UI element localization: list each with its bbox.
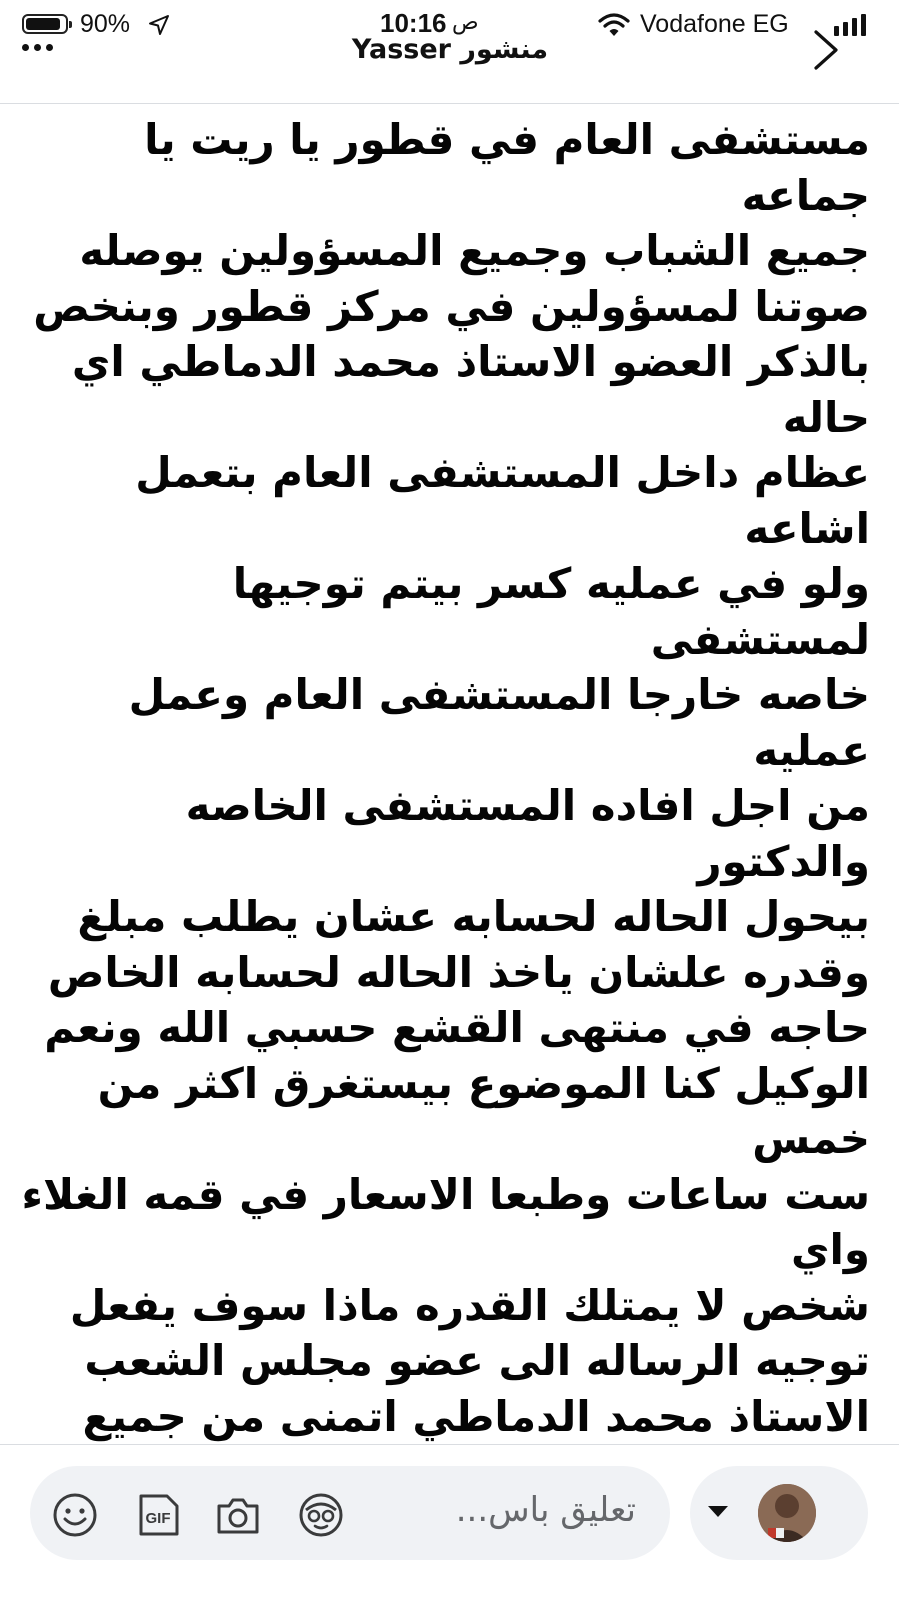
post-line: توجيه الرساله الى عضو مجلس الشعب bbox=[84, 1336, 870, 1385]
post-text bbox=[20, 112, 870, 1442]
post-line: ولو في عمليه كسر بيتم توجيها لمستشفى bbox=[232, 559, 870, 664]
location-arrow-icon bbox=[148, 14, 170, 36]
post-line: حاجه في منتهى القشع حسبي الله ونعم bbox=[44, 1003, 870, 1052]
avatar bbox=[758, 1484, 816, 1542]
battery-percent: 90% bbox=[80, 10, 131, 38]
caret-down-icon bbox=[708, 1506, 728, 1517]
emoji-icon[interactable] bbox=[52, 1492, 98, 1538]
post-line: خاصه خارجا المستشفى العام وعمل عمليه bbox=[128, 670, 870, 775]
post-line: وقدره علشان ياخذ الحاله لحسابه الخاص bbox=[47, 947, 870, 997]
signal-dots-icon bbox=[22, 44, 53, 51]
post-line: من اجل افاده المستشفى الخاصه والدكتور bbox=[185, 781, 870, 886]
commenter-selector[interactable] bbox=[690, 1466, 868, 1560]
gif-icon[interactable] bbox=[135, 1492, 181, 1538]
post-line: الاستاذ محمد الدماطي اتمنى من جميع bbox=[82, 1391, 870, 1441]
post-line: بالذكر العضو الاستاذ محمد الدماطي اي حاله bbox=[71, 337, 870, 442]
comment-input[interactable] bbox=[30, 1466, 670, 1560]
comment-bar bbox=[0, 1444, 899, 1600]
back-chevron-icon[interactable] bbox=[808, 26, 844, 74]
battery-icon bbox=[22, 14, 68, 34]
status-time-suffix: ص bbox=[452, 10, 479, 35]
post-line: مستشفى العام في قطور يا ريت يا جماعه bbox=[144, 115, 870, 220]
post-line: جميع الشباب وجميع المسؤولين يوصله bbox=[79, 226, 870, 275]
page-title: منشور Yasser bbox=[351, 34, 549, 65]
post-line: شخص لا يمتلك القدره ماذا سوف يفعل bbox=[69, 1280, 870, 1330]
header-divider bbox=[0, 103, 899, 104]
post-line: بيحول الحاله لحسابه عشان يطلب مبلغ bbox=[77, 892, 870, 941]
status-time: 10:16 bbox=[380, 8, 447, 38]
post-line: ست ساعات وطبعا الاسعار في قمه الغلاء واي bbox=[21, 1169, 870, 1274]
post-line: عظام داخل المستشفى العام بتعمل اشاعه bbox=[135, 448, 870, 553]
battery-level-fill bbox=[26, 18, 60, 30]
camera-icon[interactable] bbox=[215, 1492, 261, 1538]
avatar-sticker-icon[interactable] bbox=[298, 1492, 344, 1538]
comment-placeholder: تعليق باس... bbox=[455, 1490, 636, 1530]
post-line: الوكيل كنا الموضوع بيستغرق اكثر من خمس bbox=[97, 1058, 870, 1163]
carrier-name: Vodafone EG bbox=[640, 10, 789, 38]
wifi-icon bbox=[598, 12, 630, 38]
svg-text:GIF: GIF bbox=[145, 1510, 171, 1527]
post-line: صوتنا لمسؤولين في مركز قطور وبنخص bbox=[33, 281, 870, 331]
